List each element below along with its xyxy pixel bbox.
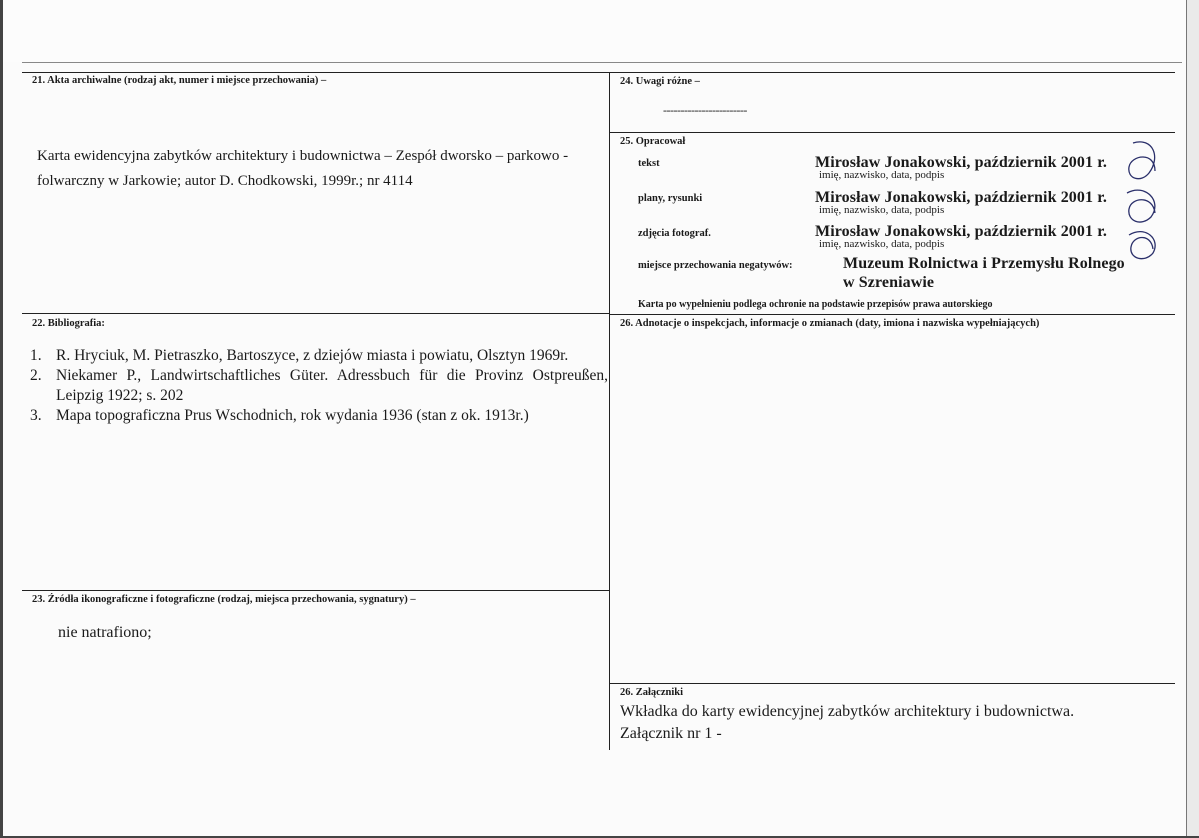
section-21-header: 21. Akta archiwalne (rodzaj akt, numer i miejsce przechowania) – — [32, 75, 327, 86]
bibliography-list — [30, 346, 608, 426]
section-26b-line1: Wkładka do karty ewidencyjnej zabytków architektury i budownictwa. — [620, 703, 1075, 720]
bibliography-text: Mapa topograficzna Prus Wschodnich, rok wydania 1936 (stan z ok. 1913r.) — [56, 407, 529, 424]
bibliography-item — [30, 366, 608, 406]
bibliography-text: R. Hryciuk, M. Pietraszko, Bartoszyce, z dziejów miasta i powiatu, Olsztyn 1969r. — [56, 347, 569, 364]
bibliography-number: 2. — [30, 367, 42, 384]
negatives-label: miejsce przechowania negatywów: — [638, 260, 793, 271]
top-rule — [22, 62, 1182, 63]
section-25-header: 25. Opracował — [620, 136, 686, 147]
section-26b-header: 26. Załączniki — [620, 687, 684, 698]
bibliography-text: Niekamer P., Landwirtschaftliches Güter. Adressbuch für die Provinz Ostpreußen, Leipzig 1922; s. 202 — [56, 367, 608, 404]
rule-s22-top — [22, 313, 610, 314]
section-26b-line2: Załącznik nr 1 - — [620, 725, 722, 742]
rule-s26b-top — [609, 683, 1175, 684]
rule-s26a-top — [609, 314, 1175, 315]
bibliography-number: 1. — [30, 347, 42, 364]
opracowal-name-zdjecia: Mirosław Jonakowski, październik 2001 r. — [815, 223, 1108, 240]
section-26a-header: 26. Adnotacje o inspekcjach, informacje o zmianach (daty, imiona i nazwiska wypełniających) — [620, 318, 1040, 329]
negatives-location-line1: Muzeum Rolnictwa i Przemysłu Rolnego — [843, 255, 1125, 272]
section-22-header: 22. Bibliografia: — [32, 318, 105, 329]
rule-s23-top — [22, 590, 610, 591]
opracowal-name-plany: Mirosław Jonakowski, październik 2001 r. — [815, 189, 1108, 206]
section-24-text: ------------------------ — [663, 103, 747, 117]
section-21-line2: folwarczny w Jarkowie; autor D. Chodkowski, 1999r.; nr 4114 — [37, 173, 413, 189]
negatives-location-line2: w Szreniawie — [843, 274, 935, 291]
section-23-text: nie natrafiono; — [58, 624, 152, 641]
column-divider — [609, 72, 610, 750]
bibliography-item — [30, 406, 608, 426]
section-23-header: 23. Źródła ikonograficzne i fotograficzne (rodzaj, miejsca przechowania, sygnatury) – — [32, 594, 416, 605]
opracowal-label-plany: plany, rysunki — [638, 193, 703, 204]
opracowal-label-tekst: tekst — [638, 158, 660, 169]
rule-row1-top — [22, 72, 1175, 73]
opracowal-hint-plany: imię, nazwisko, data, podpis — [819, 204, 945, 216]
opracowal-label-zdjecia: zdjęcia fotograf. — [638, 228, 711, 239]
section-24-header: 24. Uwagi różne – — [620, 76, 700, 87]
opracowal-name-tekst: Mirosław Jonakowski, październik 2001 r. — [815, 154, 1108, 171]
page-top-margin — [0, 0, 1199, 62]
section-21-line1: Karta ewidencyjna zabytków architektury i budownictwa – Zespół dworsko – parkowo - — [37, 148, 569, 164]
page-right-edge — [1186, 0, 1199, 838]
signature-mark — [1115, 135, 1165, 265]
rule-s25-top — [609, 132, 1175, 133]
page-left-edge — [0, 0, 3, 838]
opracowal-hint-zdjecia: imię, nazwisko, data, podpis — [819, 238, 945, 250]
bibliography-item — [30, 346, 608, 366]
opracowal-hint-tekst: imię, nazwisko, data, podpis — [819, 169, 945, 181]
bibliography-number: 3. — [30, 407, 42, 424]
copyright-notice: Karta po wypełnieniu podlega ochronie na podstawie przepisów prawa autorskiego — [638, 299, 993, 310]
